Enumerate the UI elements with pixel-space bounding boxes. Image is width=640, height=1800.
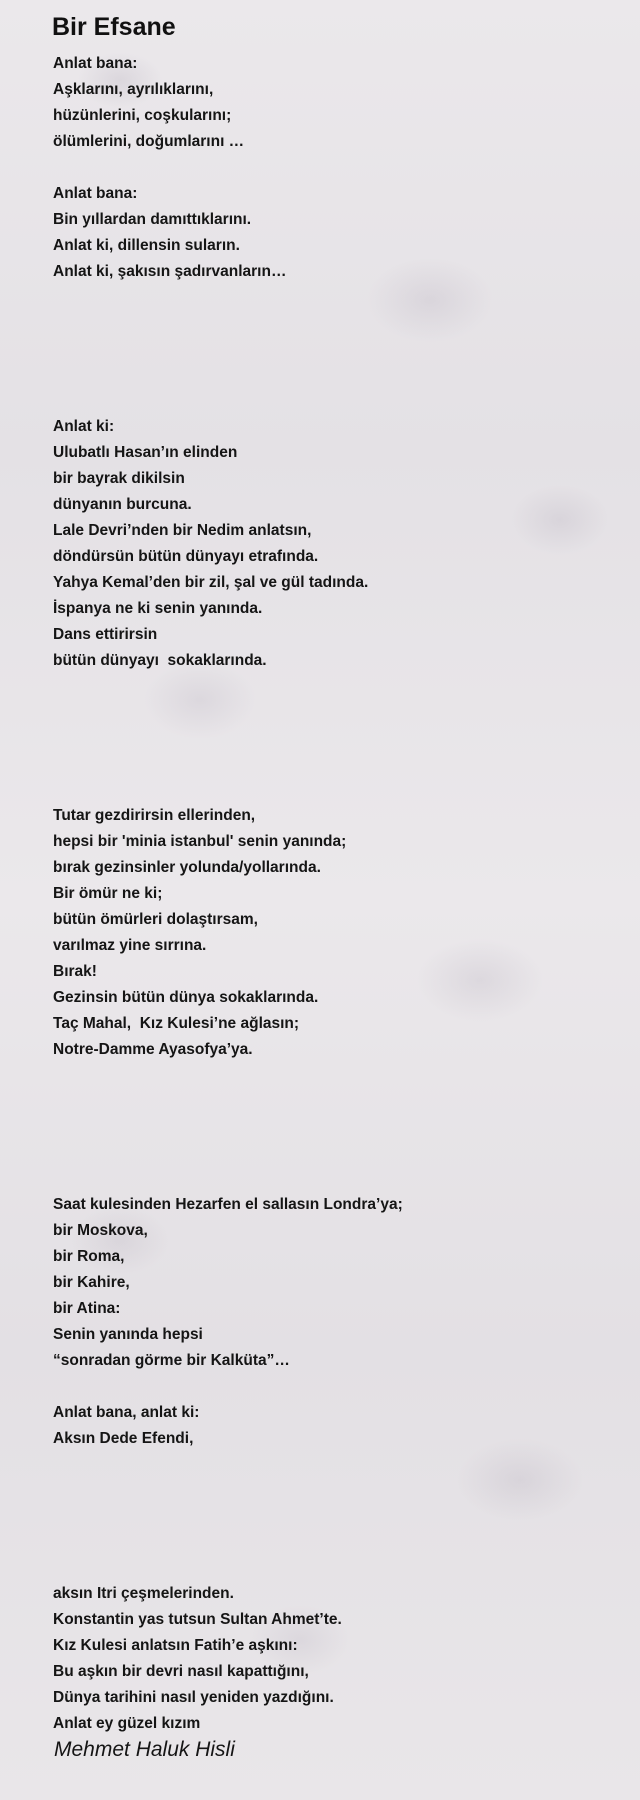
stanza-5 [53,1192,613,1374]
poem-title: Bir Efsane [52,13,176,41]
poem-line: Tutar gezdirirsin ellerinden, [53,807,256,824]
stanza-6 [53,1400,613,1452]
poem-line: Aksın Dede Efendi, [53,1430,194,1447]
poem-line: Dans ettirirsin [53,626,158,643]
stanza-gap [53,1063,613,1192]
poem-line: bir Kahire, [53,1274,130,1291]
poem-line: Anlat ki, dillensin suların. [53,237,240,254]
poem-line: Yahya Kemal’den bir zil, şal ve gül tadında. [53,574,369,591]
poem-line: aksın Itri çeşmelerinden. [53,1585,234,1602]
poem-line: bir Moskova, [53,1222,148,1239]
poem-line: Anlat ki: [53,418,115,435]
poem-line: İspanya ne ki senin yanında. [53,600,263,617]
stanza-7 [53,1581,613,1737]
poem-line: bir Roma, [53,1248,125,1265]
poem-line: Dünya tarihini nasıl yeniden yazdığını. [53,1689,334,1706]
poem-line: Bin yıllardan damıttıklarını. [53,211,252,228]
stanza-gap [53,1374,613,1400]
poem-line: hepsi bir 'minia istanbul' senin yanında; [53,833,347,850]
poem-line: Anlat bana: [53,55,138,72]
stanza-gap [53,155,613,181]
poem-line: Saat kulesinden Hezarfen el sallasın Londra’ya; [53,1196,403,1213]
stanza-gap [53,674,613,803]
stanza-gap [53,1452,613,1581]
poem-body [53,51,613,1737]
poem-line: Anlat ki, şakısın şadırvanların… [53,263,287,280]
poem-line: Bir ömür ne ki; [53,885,163,902]
poem-line: Anlat bana, anlat ki: [53,1404,200,1421]
poem-line: “sonradan görme bir Kalküta”… [53,1352,290,1369]
poem-line: Bırak! [53,963,97,980]
poem-line: hüzünlerini, coşkularını; [53,107,232,124]
poem-line: bırak gezinsinler yolunda/yollarında. [53,859,321,876]
poem-line: bir bayrak dikilsin [53,470,185,487]
poem-line: Anlat bana: [53,185,138,202]
poem-line: Ulubatlı Hasan’ın elinden [53,444,238,461]
poem-line: Taç Mahal, Kız Kulesi’ne ağlasın; [53,1015,300,1032]
poem-line: döndürsün bütün dünyayı etrafında. [53,548,319,565]
poem-line: Senin yanında hepsi [53,1326,203,1343]
poem-line: Anlat ey güzel kızım [53,1715,201,1732]
stanza-gap [53,285,613,414]
stanza-4 [53,803,613,1063]
poem-line: Konstantin yas tutsun Sultan Ahmet’te. [53,1611,342,1628]
poem-line: Bu aşkın bir devri nasıl kapattığını, [53,1663,309,1680]
poem-line: Aşklarını, ayrılıklarını, [53,81,214,98]
poem-line: dünyanın burcuna. [53,496,192,513]
poem-line: bütün ömürleri dolaştırsam, [53,911,258,928]
poem-line: bütün dünyayı sokaklarında. [53,652,267,669]
author-name: Mehmet Haluk Hisli [54,1738,235,1761]
poem-line: Notre-Damme Ayasofya’ya. [53,1041,253,1058]
poem-line: Kız Kulesi anlatsın Fatih’e aşkını: [53,1637,298,1654]
stanza-3 [53,414,613,674]
stanza-2 [53,181,613,285]
poem-line: Gezinsin bütün dünya sokaklarında. [53,989,319,1006]
poem-line: bir Atina: [53,1300,121,1317]
poem-line: varılmaz yine sırrına. [53,937,207,954]
poem-line: Lale Devri’nden bir Nedim anlatsın, [53,522,312,539]
stanza-1 [53,51,613,155]
poem-line: ölümlerini, doğumlarını … [53,133,245,150]
